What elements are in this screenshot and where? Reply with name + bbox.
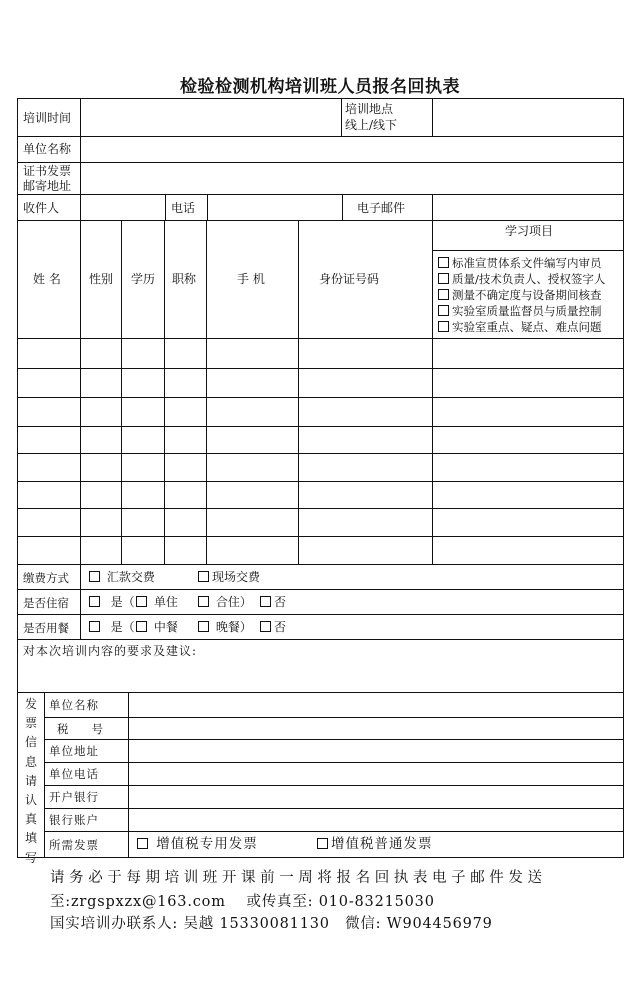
vat-normal-option[interactable]: 增值税普通发票 — [317, 837, 433, 851]
checkbox-icon — [438, 289, 449, 300]
study-item-option[interactable]: 测量不确定度与设备期间核查 — [438, 288, 602, 302]
tax-number-field[interactable] — [129, 718, 623, 739]
lodging-no-option[interactable]: 否 — [260, 595, 286, 609]
header-study-items: 学习项目 — [505, 224, 554, 238]
study-item-option[interactable]: 质量/技术负责人、授权签字人 — [438, 272, 605, 286]
checkbox-icon — [89, 596, 100, 607]
table-row[interactable] — [18, 482, 623, 508]
suggestions-label: 对本次培训内容的要求及建议: — [23, 644, 198, 658]
invoice-phone-field[interactable] — [129, 763, 623, 785]
payment-onsite-option[interactable]: 现场交费 — [198, 570, 260, 584]
training-time-field[interactable] — [81, 99, 341, 136]
header-id-number: 身份证号码 — [319, 272, 380, 286]
lodging-shared-option[interactable]: 合住） — [198, 595, 252, 609]
payment-label: 缴费方式 — [23, 571, 69, 585]
checkbox-icon — [438, 257, 449, 268]
account-field[interactable] — [129, 809, 623, 831]
meals-lunch-option[interactable]: 中餐 — [136, 620, 178, 634]
checkbox-icon — [438, 273, 449, 284]
lodging-yes-option[interactable]: 是（ — [89, 595, 135, 609]
invoice-address-field[interactable] — [129, 740, 623, 762]
lodging-label: 是否住宿 — [23, 596, 69, 610]
tax-number-label: 税 号 — [57, 722, 103, 736]
training-location-field[interactable] — [433, 99, 623, 136]
checkbox-icon — [260, 596, 271, 607]
header-mobile: 手 机 — [237, 272, 265, 286]
checkbox-icon — [89, 621, 100, 632]
checkbox-icon — [438, 321, 449, 332]
header-title: 职称 — [172, 272, 197, 286]
checkbox-icon — [260, 621, 271, 632]
invoice-unit-name-field[interactable] — [129, 693, 623, 717]
online-offline-label: 线上/线下 — [345, 118, 398, 132]
bank-label: 开户银行 — [49, 790, 99, 804]
footer-note-line2: 至:zrgspxzx@163.com 或传真至: 010-83215030 — [50, 894, 435, 910]
checkbox-icon — [438, 305, 449, 316]
study-item-option[interactable]: 标准宣贯体系文件编写内审员 — [438, 256, 602, 270]
recipient-label: 收件人 — [23, 201, 60, 215]
checkbox-icon — [198, 596, 209, 607]
recipient-field[interactable] — [81, 195, 165, 220]
meals-label: 是否用餐 — [23, 621, 69, 635]
footer-note-line1: 请务必于每期培训班开课前一周将报名回执表电子邮件发送 — [50, 870, 547, 886]
mailing-address-field[interactable] — [81, 163, 623, 194]
table-row[interactable] — [18, 509, 623, 536]
footer-note-line3: 国实培训办联系人: 吴越 15330081130 微信: W904456979 — [50, 916, 493, 932]
header-name: 姓 名 — [33, 272, 61, 286]
meals-no-option[interactable]: 否 — [260, 620, 286, 634]
header-education: 学历 — [131, 272, 156, 286]
email-field[interactable] — [433, 195, 623, 220]
checkbox-icon — [89, 571, 100, 582]
invoice-type-label: 所需发票 — [49, 838, 99, 852]
table-row[interactable] — [18, 339, 623, 368]
vat-special-option[interactable]: 增值税专用发票 — [137, 837, 258, 851]
checkbox-icon — [136, 621, 147, 632]
checkbox-icon — [198, 621, 209, 632]
registration-form — [17, 98, 624, 865]
form-title: 检验检测机构培训班人员报名回执表 — [180, 77, 460, 97]
meals-yes-option[interactable]: 是（ — [89, 620, 135, 634]
email-label: 电子邮件 — [357, 201, 406, 215]
phone-field[interactable] — [208, 195, 342, 220]
checkbox-icon — [137, 838, 148, 849]
invoice-phone-label: 单位电话 — [49, 767, 99, 781]
unit-name-label: 单位名称 — [23, 142, 72, 156]
study-item-option[interactable]: 实验室重点、疑点、难点问题 — [438, 320, 602, 334]
unit-name-field[interactable] — [81, 137, 623, 162]
training-location-label: 培训地点 — [345, 102, 394, 116]
training-time-label: 培训时间 — [23, 111, 72, 125]
cert-address-label-1: 证书发票 — [23, 164, 72, 178]
phone-label: 电话 — [171, 201, 196, 215]
bank-field[interactable] — [129, 786, 623, 808]
table-row[interactable] — [18, 427, 623, 453]
account-label: 银行账户 — [49, 813, 99, 827]
table-row[interactable] — [18, 454, 623, 481]
suggestions-field[interactable] — [18, 660, 623, 692]
invoice-side-label: 发票信息请认真填写 — [24, 697, 37, 865]
payment-transfer-option[interactable]: 汇款交费 — [89, 570, 155, 584]
checkbox-icon — [136, 596, 147, 607]
table-row[interactable] — [18, 398, 623, 426]
table-row[interactable] — [18, 537, 623, 564]
lodging-single-option[interactable]: 单住 — [136, 595, 178, 609]
checkbox-icon — [198, 571, 209, 582]
table-row[interactable] — [18, 369, 623, 397]
header-gender: 性别 — [89, 272, 114, 286]
invoice-address-label: 单位地址 — [49, 744, 99, 758]
study-item-option[interactable]: 实验室质量监督员与质量控制 — [438, 304, 602, 318]
checkbox-icon — [317, 838, 328, 849]
meals-dinner-option[interactable]: 晚餐） — [198, 620, 252, 634]
invoice-unit-name-label: 单位名称 — [49, 698, 99, 712]
cert-address-label-2: 邮寄地址 — [23, 179, 72, 193]
